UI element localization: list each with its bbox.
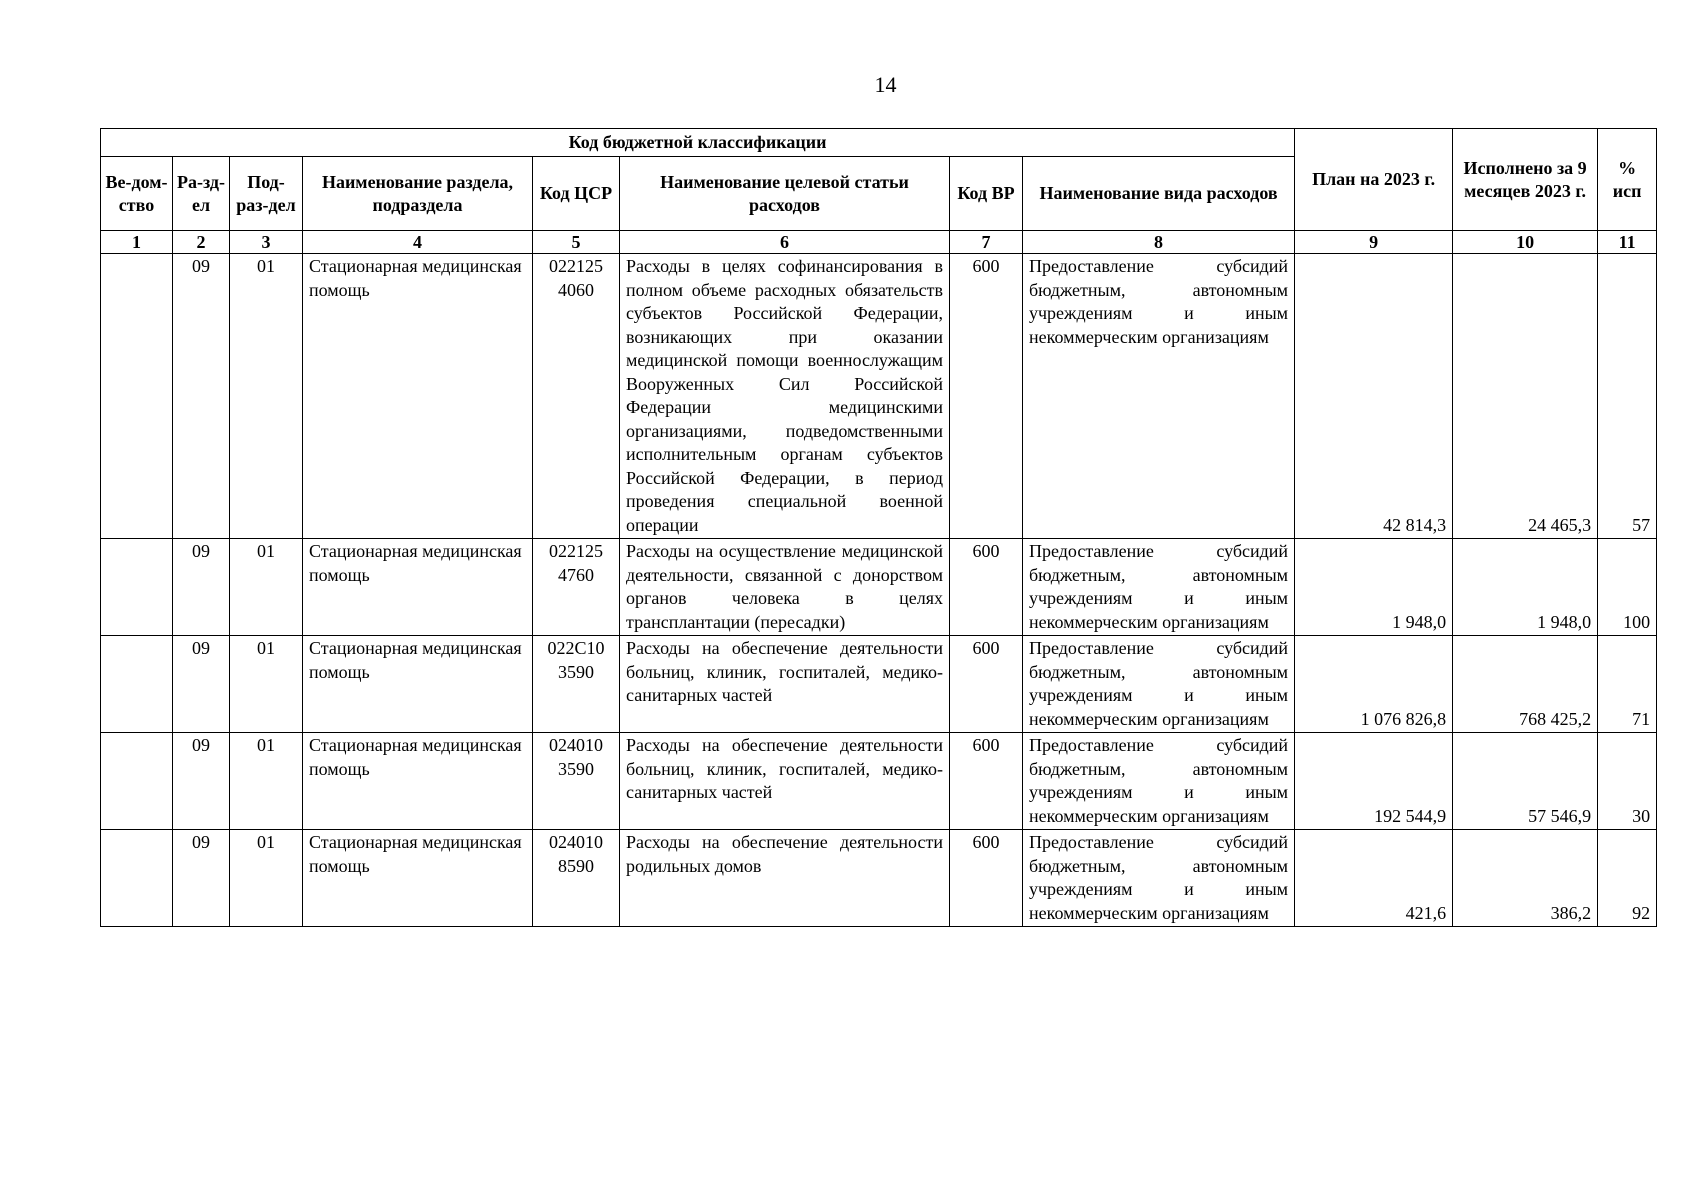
cell-plan: 42 814,3 bbox=[1295, 254, 1453, 539]
table-row bbox=[101, 539, 1657, 636]
cell-razdel: 09 bbox=[173, 539, 230, 636]
col-header-podrazdel: Под-раз-дел bbox=[230, 157, 303, 231]
cell-kcsr: 022125 4760 bbox=[533, 539, 620, 636]
col-header-name-razdel: Наименование раздела, подраздела bbox=[303, 157, 533, 231]
cell-kcsr: 022125 4060 bbox=[533, 254, 620, 539]
cell-kvr: 600 bbox=[950, 636, 1023, 733]
page-number: 14 bbox=[874, 72, 897, 97]
header-row-group bbox=[101, 129, 1657, 157]
col-number: 6 bbox=[620, 231, 950, 254]
cell-name-razdel: Стационарная медицинская помощь bbox=[303, 636, 533, 733]
cell-ispolneno: 57 546,9 bbox=[1453, 733, 1598, 830]
col-header-name-vr: Наименование вида расходов bbox=[1023, 157, 1295, 231]
cell-kcsr: 022С10 3590 bbox=[533, 636, 620, 733]
cell-plan: 1 076 826,8 bbox=[1295, 636, 1453, 733]
col-number: 1 bbox=[101, 231, 173, 254]
col-header-pct: % исп bbox=[1598, 129, 1657, 231]
cell-name-vr: Предоставление субсидий бюджетным, автономным учреждениям и иным некоммерческим организациям bbox=[1023, 636, 1295, 733]
cell-razdel: 09 bbox=[173, 636, 230, 733]
col-header-kvr: Код ВР bbox=[950, 157, 1023, 231]
cell-ispolneno: 1 948,0 bbox=[1453, 539, 1598, 636]
cell-kvr: 600 bbox=[950, 733, 1023, 830]
cell-ved bbox=[101, 254, 173, 539]
cell-name-razdel: Стационарная медицинская помощь bbox=[303, 254, 533, 539]
cell-name-vr: Предоставление субсидий бюджетным, автономным учреждениям и иным некоммерческим организациям bbox=[1023, 733, 1295, 830]
cell-ved bbox=[101, 636, 173, 733]
cell-kcsr: 024010 8590 bbox=[533, 830, 620, 927]
cell-name-razdel: Стационарная медицинская помощь bbox=[303, 539, 533, 636]
cell-ispolneno: 386,2 bbox=[1453, 830, 1598, 927]
col-header-kcsr: Код ЦСР bbox=[533, 157, 620, 231]
cell-name-vr: Предоставление субсидий бюджетным, автономным учреждениям и иным некоммерческим организациям bbox=[1023, 254, 1295, 539]
cell-razdel: 09 bbox=[173, 830, 230, 927]
cell-razdel: 09 bbox=[173, 733, 230, 830]
col-number: 8 bbox=[1023, 231, 1295, 254]
table-row bbox=[101, 254, 1657, 539]
cell-plan: 1 948,0 bbox=[1295, 539, 1453, 636]
col-number: 11 bbox=[1598, 231, 1657, 254]
col-number: 7 bbox=[950, 231, 1023, 254]
cell-name-cs: Расходы на осуществление медицинской деятельности, связанной с донорством органов человека в целях трансплантации (пересадки) bbox=[620, 539, 950, 636]
cell-ispolneno: 24 465,3 bbox=[1453, 254, 1598, 539]
col-header-razdel: Ра-зд-ел bbox=[173, 157, 230, 231]
col-header-ved: Ве-дом-ство bbox=[101, 157, 173, 231]
cell-podrazdel: 01 bbox=[230, 830, 303, 927]
cell-podrazdel: 01 bbox=[230, 733, 303, 830]
cell-plan: 192 544,9 bbox=[1295, 733, 1453, 830]
cell-pct: 92 bbox=[1598, 830, 1657, 927]
col-number: 5 bbox=[533, 231, 620, 254]
cell-name-razdel: Стационарная медицинская помощь bbox=[303, 733, 533, 830]
col-number: 10 bbox=[1453, 231, 1598, 254]
group-header: Код бюджетной классификации bbox=[101, 129, 1295, 157]
cell-kcsr: 024010 3590 bbox=[533, 733, 620, 830]
table-row bbox=[101, 733, 1657, 830]
col-header-ispolneno: Исполнено за 9 месяцев 2023 г. bbox=[1453, 129, 1598, 231]
col-number: 4 bbox=[303, 231, 533, 254]
column-number-row bbox=[101, 231, 1657, 254]
cell-kvr: 600 bbox=[950, 830, 1023, 927]
cell-razdel: 09 bbox=[173, 254, 230, 539]
cell-pct: 30 bbox=[1598, 733, 1657, 830]
col-header-name-cs: Наименование целевой статьи расходов bbox=[620, 157, 950, 231]
cell-name-razdel: Стационарная медицинская помощь bbox=[303, 830, 533, 927]
cell-name-vr: Предоставление субсидий бюджетным, автономным учреждениям и иным некоммерческим организациям bbox=[1023, 539, 1295, 636]
cell-podrazdel: 01 bbox=[230, 539, 303, 636]
col-number: 2 bbox=[173, 231, 230, 254]
cell-name-cs: Расходы на обеспечение деятельности родильных домов bbox=[620, 830, 950, 927]
cell-podrazdel: 01 bbox=[230, 636, 303, 733]
cell-ved bbox=[101, 733, 173, 830]
cell-ved bbox=[101, 830, 173, 927]
cell-pct: 71 bbox=[1598, 636, 1657, 733]
cell-pct: 57 bbox=[1598, 254, 1657, 539]
cell-kvr: 600 bbox=[950, 254, 1023, 539]
col-header-plan: План на 2023 г. bbox=[1295, 129, 1453, 231]
cell-ved bbox=[101, 539, 173, 636]
cell-name-cs: Расходы на обеспечение деятельности больниц, клиник, госпиталей, медико-санитарных частей bbox=[620, 636, 950, 733]
col-number: 9 bbox=[1295, 231, 1453, 254]
cell-name-cs: Расходы на обеспечение деятельности больниц, клиник, госпиталей, медико-санитарных частей bbox=[620, 733, 950, 830]
table-row bbox=[101, 636, 1657, 733]
budget-table bbox=[100, 128, 1657, 927]
cell-pct: 100 bbox=[1598, 539, 1657, 636]
cell-plan: 421,6 bbox=[1295, 830, 1453, 927]
cell-name-cs: Расходы в целях софинансирования в полном объеме расходных обязательств субъектов Российской Федерации, возникающих при оказании медицинской помощи военнослужащим Вооруженных Сил Российской Федерации медицинскими организациями, подведомственными исполнительным органам субъектов Российской Федерации, в период проведения специальной военной операции bbox=[620, 254, 950, 539]
table-row bbox=[101, 830, 1657, 927]
cell-podrazdel: 01 bbox=[230, 254, 303, 539]
cell-ispolneno: 768 425,2 bbox=[1453, 636, 1598, 733]
col-number: 3 bbox=[230, 231, 303, 254]
cell-name-vr: Предоставление субсидий бюджетным, автономным учреждениям и иным некоммерческим организациям bbox=[1023, 830, 1295, 927]
cell-kvr: 600 bbox=[950, 539, 1023, 636]
